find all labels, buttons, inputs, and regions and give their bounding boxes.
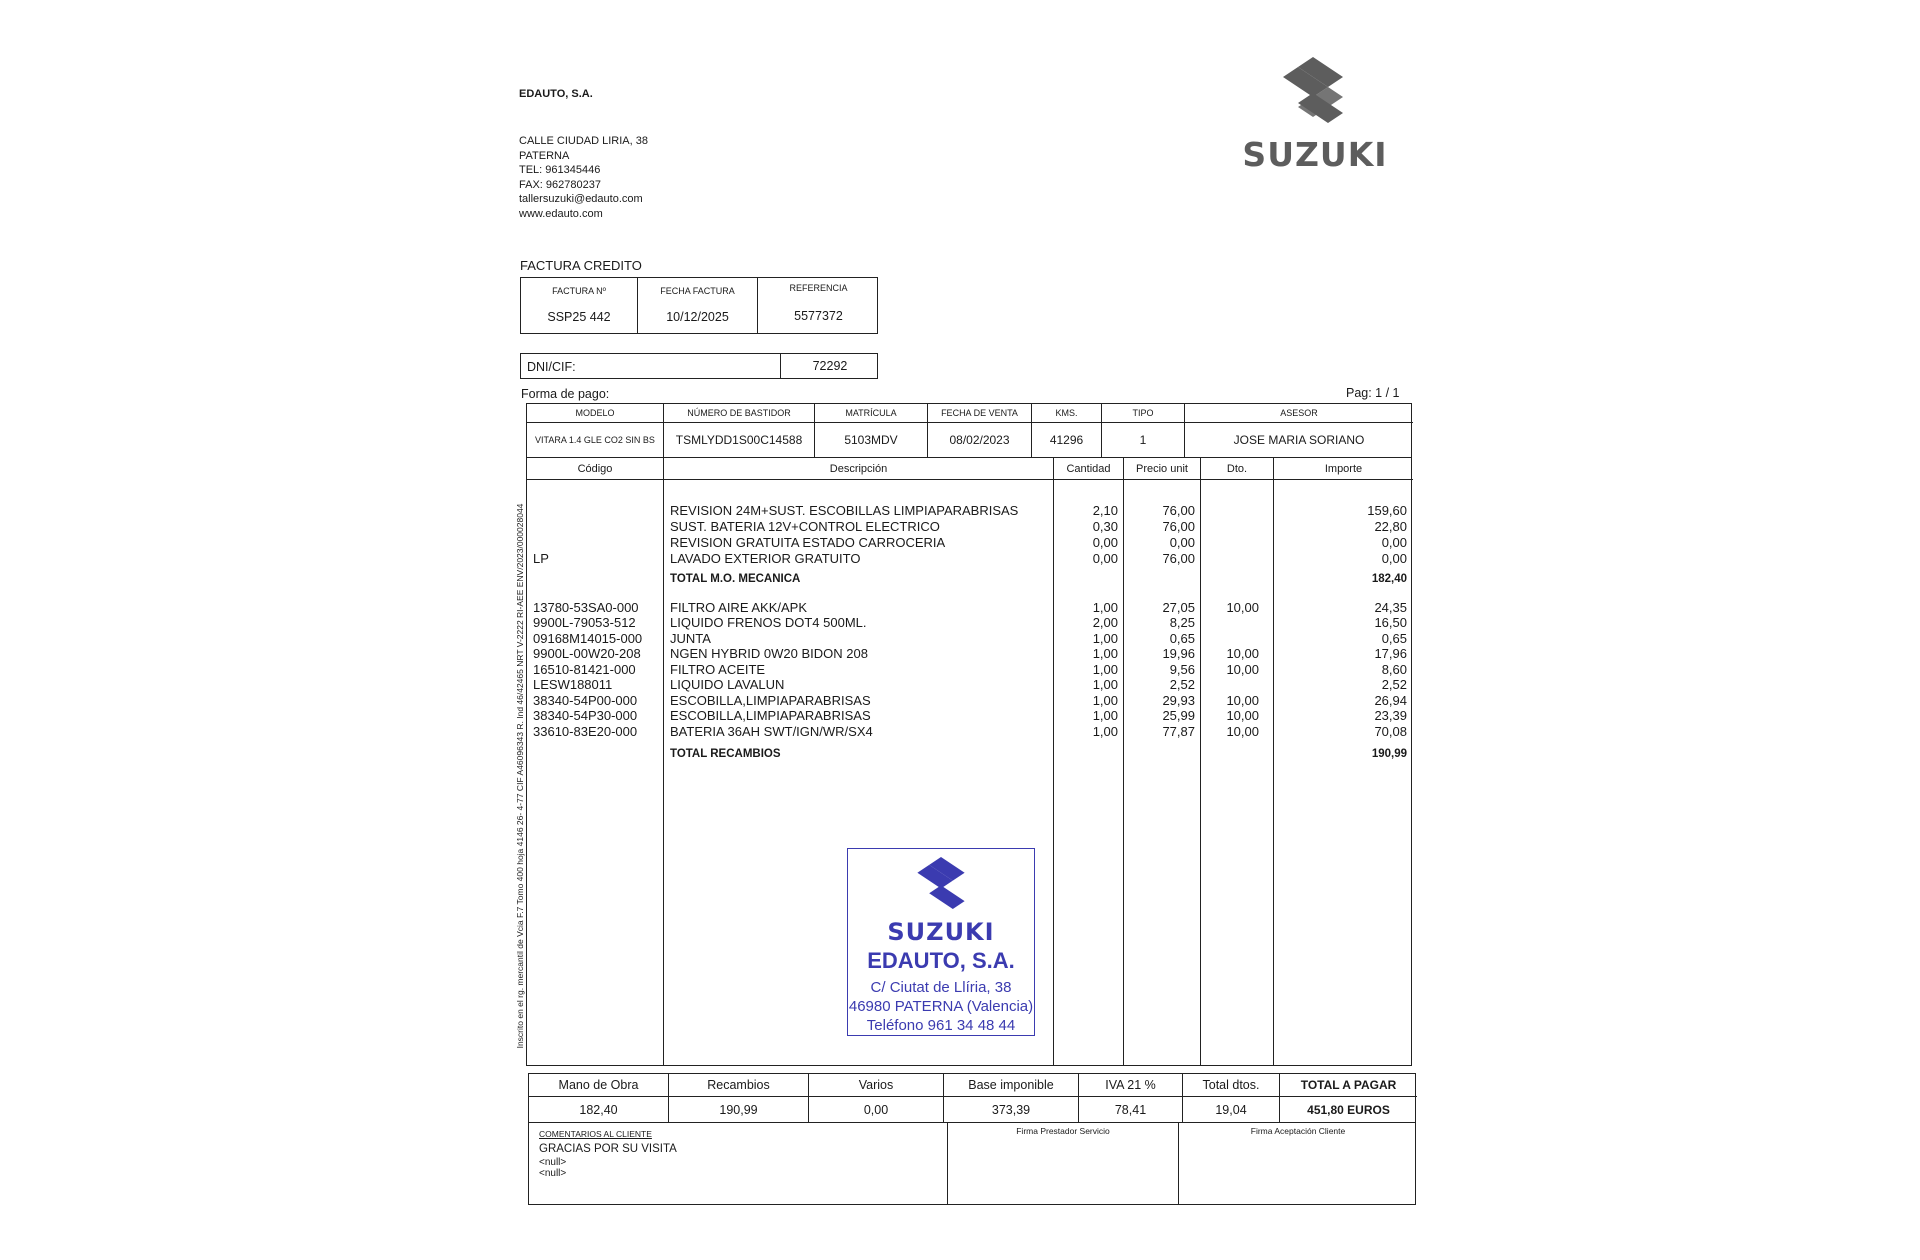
part-code: 38340-54P00-000 [533, 693, 638, 708]
page-number: Pag: 1 / 1 [1346, 386, 1400, 400]
advisor-cell [1185, 404, 1413, 457]
logo-wordmark: SUZUKI [1242, 135, 1388, 174]
type-cell [1102, 404, 1185, 457]
part-unit-price: 25,99 [1162, 708, 1195, 723]
labour-total-value: 182,40 [1371, 573, 1407, 585]
part-quantity: 1,00 [1092, 662, 1118, 677]
model-label: MODELO [527, 404, 663, 423]
part-code: 13780-53SA0-000 [533, 600, 639, 615]
totals-label: Mano de Obra [529, 1074, 668, 1097]
part-quantity: 2,00 [1092, 615, 1118, 630]
dni-value: 72292 [780, 354, 879, 378]
part-quantity: 1,00 [1092, 724, 1118, 739]
part-discount: 10,00 [1226, 693, 1259, 708]
part-amount: 26,94 [1374, 693, 1407, 708]
vin-value: TSMLYDD1S00C14588 [675, 433, 803, 447]
part-code: LESW188011 [533, 677, 613, 692]
labour-description: REVISION 24M+SUST. ESCOBILLAS LIMPIAPARABRISAS [670, 503, 1019, 518]
comment-line: <null> [539, 1157, 567, 1168]
part-unit-price: 0,65 [1169, 631, 1195, 646]
discounts-total-cell [1183, 1074, 1280, 1122]
address-line: PATERNA [519, 149, 570, 162]
part-unit-price: 77,87 [1162, 724, 1195, 739]
dni-box [520, 353, 878, 379]
labour-quantity: 0,00 [1092, 535, 1118, 550]
invoice-number-cell [521, 278, 638, 333]
totals-label: Total dtos. [1183, 1074, 1279, 1097]
fax-line: FAX: 962780237 [519, 178, 601, 191]
totals-value: 182,40 [579, 1103, 618, 1117]
part-description: ESCOBILLA,LIMPIAPARABRISAS [670, 693, 871, 708]
parts-total-value: 190,99 [1371, 748, 1407, 760]
kms-cell [1032, 404, 1102, 457]
code-header: Código [527, 458, 663, 480]
company-address [519, 134, 648, 221]
part-discount: 10,00 [1226, 724, 1259, 739]
suzuki-s-icon [911, 857, 971, 909]
labour-total-label: TOTAL M.O. MECANICA [670, 573, 801, 585]
part-amount: 24,35 [1374, 600, 1407, 615]
grand-total-value: 451,80 EUROS [1307, 1103, 1390, 1117]
sale-date-cell [928, 404, 1032, 457]
misc-total-cell [809, 1074, 944, 1122]
invoice-number: SSP25 442 [547, 310, 611, 324]
labour-unit-price: 76,00 [1162, 503, 1195, 518]
part-description: NGEN HYBRID 0W20 BIDON 208 [670, 646, 868, 661]
totals-value: 78,41 [1114, 1103, 1147, 1117]
labour-amount: 22,80 [1374, 519, 1407, 534]
totals-label: Varios [809, 1074, 943, 1097]
type-label: TIPO [1102, 404, 1184, 423]
part-code: 9900L-00W20-208 [533, 646, 641, 661]
registry-text-content: Inscrito en el rg. mercantil de Vcia F.7 Tomo 400 hoja 4146 26- 4-77 CIF A46096343 R. Ind 46/42465 NRT V-2222 RI-AEE ENV/2023/000028044 [515, 503, 525, 1049]
part-amount: 2,52 [1381, 677, 1407, 692]
unit-price-header: Precio unit [1124, 458, 1200, 480]
part-quantity: 1,00 [1092, 708, 1118, 723]
sale-date-value: 08/02/2023 [949, 433, 1010, 447]
kms-value: 41296 [1049, 433, 1084, 447]
kms-label: KMS. [1032, 404, 1101, 423]
part-description: LIQUIDO LAVALUN [670, 677, 785, 692]
suzuki-logo [1225, 55, 1405, 174]
plate-label: MATRÍCULA [815, 404, 927, 423]
plate-cell [815, 404, 928, 457]
vin-label: NÚMERO DE BASTIDOR [664, 404, 814, 423]
footer-box [528, 1122, 1416, 1205]
part-code: 09168M14015-000 [533, 631, 643, 646]
totals-label: Recambios [669, 1074, 808, 1097]
stamp-city: 46980 PATERNA (Valencia) [848, 998, 1034, 1015]
discount-header: Dto. [1201, 458, 1273, 480]
client-signature-cell [1179, 1123, 1417, 1204]
phone-line: TEL: 961345446 [519, 164, 601, 176]
part-amount: 16,50 [1374, 615, 1407, 630]
part-description: LIQUIDO FRENOS DOT4 500ML. [670, 615, 867, 630]
code-column [527, 458, 664, 1065]
comments-label: COMENTARIOS AL CLIENTE [539, 1129, 652, 1139]
part-amount: 17,96 [1374, 646, 1407, 661]
labour-code: LP [533, 551, 549, 566]
amount-column [1274, 458, 1413, 1065]
invoice-header-box [520, 277, 878, 334]
invoice-date-label: FECHA FACTURA [660, 286, 735, 296]
totals-table [528, 1073, 1416, 1123]
suzuki-s-icon [1225, 55, 1405, 133]
stamp-phone: Teléfono 961 34 48 44 [866, 1017, 1016, 1034]
registry-text [510, 456, 530, 1096]
labour-amount: 0,00 [1381, 551, 1407, 566]
invoice-number-label: FACTURA Nº [552, 286, 606, 296]
model-value: VITARA 1.4 GLE CO2 SIN BS [535, 435, 655, 445]
model-cell [527, 404, 664, 457]
type-value: 1 [1139, 433, 1147, 447]
advisor-value: JOSE MARIA SORIANO [1233, 433, 1365, 447]
quantity-column [1054, 458, 1124, 1065]
plate-value: 5103MDV [844, 433, 898, 447]
part-unit-price: 2,52 [1169, 677, 1195, 692]
part-unit-price: 29,93 [1162, 693, 1195, 708]
address-line: CALLE CIUDAD LIRIA, 38 [519, 135, 648, 147]
labour-quantity: 0,00 [1092, 551, 1118, 566]
labour-total-cell [529, 1074, 669, 1122]
totals-value: 373,39 [991, 1103, 1031, 1117]
part-quantity: 1,00 [1092, 631, 1118, 646]
stamp-brand: SUZUKI [887, 918, 995, 946]
part-amount: 8,60 [1381, 662, 1407, 677]
provider-signature-label: Firma Prestador Servicio [1016, 1126, 1110, 1136]
quantity-header: Cantidad [1054, 458, 1123, 480]
part-description: JUNTA [670, 631, 711, 646]
reference-value: 5577372 [794, 309, 843, 323]
invoice-date-cell [638, 278, 758, 333]
part-discount: 10,00 [1226, 708, 1259, 723]
company-stamp [847, 848, 1035, 1036]
stamp-company-name: EDAUTO, S.A. [867, 948, 1015, 973]
part-amount: 70,08 [1374, 724, 1407, 739]
labour-unit-price: 76,00 [1162, 519, 1195, 534]
sale-date-label: FECHA DE VENTA [928, 404, 1031, 423]
totals-value: 19,04 [1215, 1103, 1247, 1117]
labour-unit-price: 76,00 [1162, 551, 1195, 566]
vin-cell [664, 404, 815, 457]
description-header: Descripción [664, 458, 1053, 480]
grand-total-label: TOTAL A PAGAR [1280, 1074, 1417, 1097]
dni-label: DNI/CIF: [527, 360, 576, 374]
part-description: FILTRO AIRE AKK/APK [670, 600, 808, 615]
parts-total-label: TOTAL RECAMBIOS [670, 748, 781, 760]
part-unit-price: 27,05 [1162, 600, 1195, 615]
company-name: EDAUTO, S.A. [519, 88, 593, 100]
totals-value: 190,99 [719, 1103, 758, 1117]
vat-cell [1079, 1074, 1183, 1122]
tax-base-cell [944, 1074, 1079, 1122]
advisor-label: ASESOR [1185, 404, 1413, 423]
reference-label: REFERENCIA [789, 283, 848, 293]
labour-description: SUST. BATERIA 12V+CONTROL ELECTRICO [670, 519, 940, 534]
grand-total-cell [1280, 1074, 1417, 1122]
part-quantity: 1,00 [1092, 646, 1118, 661]
labour-unit-price: 0,00 [1169, 535, 1195, 550]
totals-label: IVA 21 % [1079, 1074, 1182, 1097]
part-code: 9900L-79053-512 [533, 615, 636, 630]
part-amount: 0,65 [1381, 631, 1407, 646]
comments-cell [529, 1123, 948, 1204]
labour-quantity: 2,10 [1092, 503, 1118, 518]
part-unit-price: 19,96 [1162, 646, 1195, 661]
totals-value: 0,00 [863, 1103, 889, 1117]
unit-price-column [1124, 458, 1201, 1065]
email-line: tallersuzuki@edauto.com [519, 193, 643, 205]
parts-total-cell [669, 1074, 809, 1122]
part-quantity: 1,00 [1092, 677, 1118, 692]
stamp-address: C/ Ciutat de Llíria, 38 [870, 979, 1012, 996]
labour-description: LAVADO EXTERIOR GRATUITO [670, 551, 861, 566]
labour-amount: 0,00 [1381, 535, 1407, 550]
labour-description: REVISION GRATUITA ESTADO CARROCERIA [670, 535, 946, 550]
document-type: FACTURA CREDITO [520, 258, 642, 273]
provider-signature-cell [948, 1123, 1179, 1204]
website-line: www.edauto.com [519, 207, 603, 220]
labour-quantity: 0,30 [1092, 519, 1118, 534]
part-code: 16510-81421-000 [533, 662, 636, 677]
part-discount: 10,00 [1226, 662, 1259, 677]
invoice-date: 10/12/2025 [666, 310, 729, 324]
part-unit-price: 8,25 [1169, 615, 1195, 630]
amount-header: Importe [1274, 458, 1413, 480]
totals-label: Base imponible [944, 1074, 1078, 1097]
reference-cell [758, 278, 879, 333]
comment-line: GRACIAS POR SU VISITA [539, 1143, 677, 1155]
part-quantity: 1,00 [1092, 600, 1118, 615]
part-discount: 10,00 [1226, 646, 1259, 661]
labour-amount: 159,60 [1367, 503, 1407, 518]
part-amount: 23,39 [1374, 708, 1407, 723]
part-quantity: 1,00 [1092, 693, 1118, 708]
part-code: 38340-54P30-000 [533, 708, 638, 723]
vehicle-info-table [526, 403, 1412, 458]
part-description: FILTRO ACEITE [670, 662, 766, 677]
part-code: 33610-83E20-000 [533, 724, 638, 739]
discount-column [1201, 458, 1274, 1065]
part-discount: 10,00 [1226, 600, 1259, 615]
comment-line: <null> [539, 1168, 567, 1179]
client-signature-label: Firma Aceptación Cliente [1250, 1126, 1346, 1136]
part-description: ESCOBILLA,LIMPIAPARABRISAS [670, 708, 871, 723]
part-unit-price: 9,56 [1169, 662, 1195, 677]
part-description: BATERIA 36AH SWT/IGN/WR/SX4 [670, 724, 873, 739]
payment-method-label: Forma de pago: [521, 387, 610, 401]
